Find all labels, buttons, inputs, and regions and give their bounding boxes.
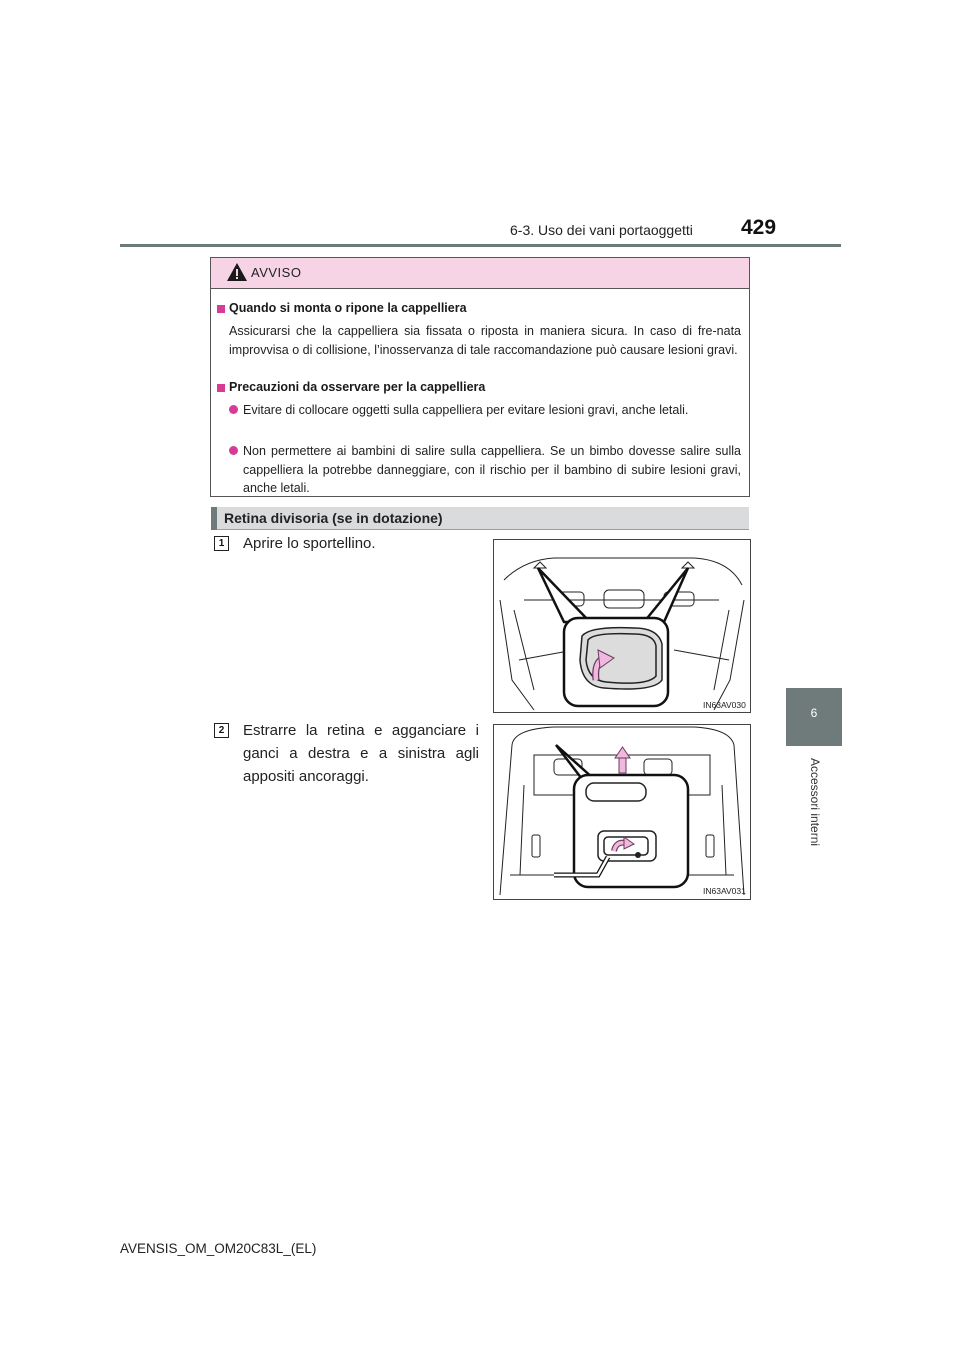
- step-number: 1: [214, 536, 229, 551]
- square-bullet-icon: [217, 305, 225, 313]
- warning-bullet-text: Evitare di collocare oggetti sulla cappelliera per evitare lesioni gravi, anche letali.: [243, 403, 689, 417]
- figure-attach-net: [493, 724, 751, 900]
- section-heading-accent: [211, 507, 217, 530]
- figure-code: IN63AV030: [703, 700, 746, 710]
- section-heading: Retina divisoria (se in dotazione): [224, 510, 443, 526]
- section-title: 6-3. Uso dei vani portaoggetti: [510, 222, 693, 238]
- warning-bullet-text: Non permettere ai bambini di salire sulla cappelliera. Se un bimbo dovesse salire sulla cappelliera la potrebbe danneggiare, con il rischio per il bambino di subire lesioni gravi, anche letali.: [243, 444, 741, 495]
- warning-item-text: Assicurarsi che la cappelliera sia fissata o riposta in maniera sicura. In caso di fre-nata improvvisa o di collisione, l’inosservanza di tale raccomandazione può causare lesioni gravi.: [229, 324, 741, 357]
- header-rule: [120, 244, 841, 247]
- document-code: AVENSIS_OM_OM20C83L_(EL): [120, 1241, 317, 1256]
- trunk-interior-illustration: [494, 540, 750, 712]
- figure-open-compartment: [493, 539, 751, 713]
- warning-item-heading: Precauzioni da osservare per la cappelliera: [229, 380, 486, 394]
- round-bullet-icon: [229, 446, 238, 455]
- page-number: 429: [741, 216, 777, 239]
- trunk-net-illustration: [494, 725, 750, 899]
- up-arrow-icon: [615, 747, 630, 773]
- chapter-name: Accessori interni: [808, 758, 822, 847]
- round-bullet-icon: [229, 405, 238, 414]
- chapter-number: 6: [810, 706, 818, 720]
- warning-item-heading: Quando si monta o ripone la cappelliera: [229, 301, 467, 315]
- step-number: 2: [214, 723, 229, 738]
- warning-title: AVVISO: [251, 265, 302, 280]
- square-bullet-icon: [217, 384, 225, 392]
- figure-code: IN63AV031: [703, 886, 746, 896]
- warning-triangle-icon: [226, 262, 248, 287]
- step-text: Aprire lo sportellino.: [243, 535, 376, 552]
- step-text: Estrarre la retina e agganciare i ganci a destra e a sinistra agli appositi ancoraggi.: [243, 722, 479, 785]
